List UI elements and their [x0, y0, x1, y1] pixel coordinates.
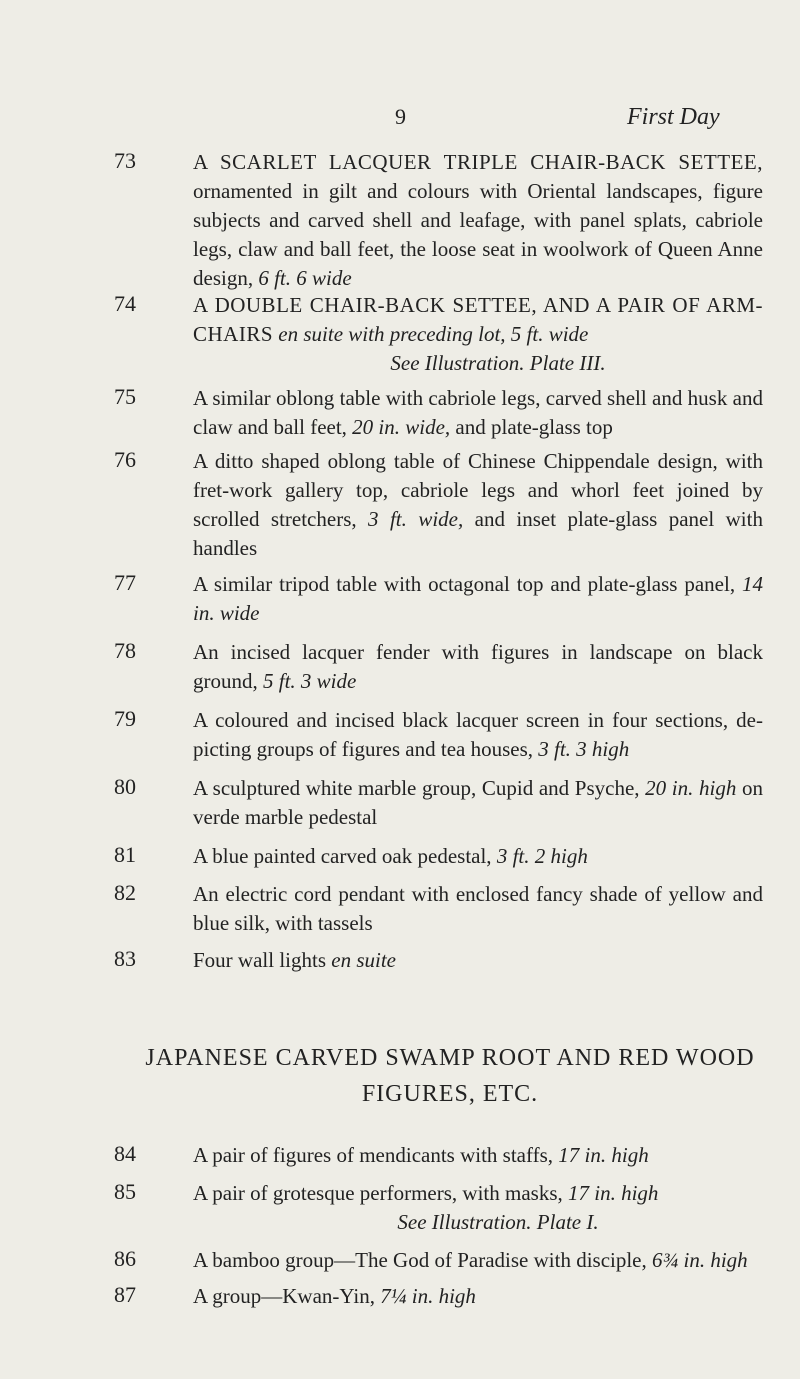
lot-text: An electric cord pendant with enclosed fancy shade of yellow and blue silk, with tassels	[193, 882, 763, 935]
lot-number: 82	[114, 880, 136, 905]
lot-size: 14 in. wide	[193, 572, 763, 625]
lot-text: A similar tripod table with octagonal top and plate-glass panel,	[193, 572, 742, 596]
section-heading: JAPANESE CARVED SWAMP ROOT AND RED WOOD FIGURES, ETC.	[145, 1045, 755, 1107]
lot-number: 77	[114, 570, 136, 595]
lot-number: 74	[114, 291, 136, 316]
lot-size: 5 ft. 3 wide	[263, 669, 357, 693]
illustration-note: See Illustration. Plate I.	[397, 1210, 599, 1234]
lot-description	[193, 148, 763, 293]
lot-description	[193, 447, 763, 563]
lot-lead: A SCARLET LACQUER TRIPLE CHAIR-BACK SETTEE,	[193, 150, 763, 174]
lot-text: A sculptured white marble group, Cupid and Psyche,	[193, 776, 646, 800]
lot-number: 75	[114, 384, 136, 409]
lot-number: 73	[114, 148, 136, 173]
lot-number: 87	[114, 1282, 136, 1307]
lot-description	[193, 638, 763, 696]
lot-size: 17 in. high	[558, 1143, 649, 1167]
day-label: First Day	[627, 104, 720, 130]
lot-text: A blue painted carved oak pedestal,	[193, 844, 497, 868]
lot-text: A similar oblong table with cabriole legs, carved shell and husk and claw and ball feet,	[193, 386, 763, 439]
lot-text: An incised lacquer fender with figures in landscape on black ground,	[193, 640, 763, 693]
lot-number: 85	[114, 1179, 136, 1204]
lot-text: Four wall lights	[193, 948, 332, 972]
lot-description	[193, 1282, 763, 1311]
lot-lead: A DOUBLE CHAIR-BACK SETTEE, AND A PAIR OF ARM-CHAIRS	[193, 293, 763, 346]
lot-tail: and plate-glass top	[450, 415, 613, 439]
lot-description	[193, 1246, 763, 1275]
lot-description	[193, 880, 763, 938]
lot-number: 79	[114, 706, 136, 731]
lot-description	[193, 774, 763, 832]
lot-description	[193, 842, 763, 871]
lot-size: 20 in. high	[645, 776, 737, 800]
lot-description	[193, 1141, 763, 1170]
lot-description	[193, 946, 763, 975]
lot-tail: on verde marble pedestal	[193, 776, 764, 829]
lot-text: A pair of figures of mendicants with staffs,	[193, 1143, 559, 1167]
lot-description	[193, 291, 763, 378]
lot-number: 86	[114, 1246, 136, 1271]
lot-size: 17 in. high	[568, 1181, 659, 1205]
lot-size: 3 ft. wide,	[368, 507, 464, 531]
lot-number: 78	[114, 638, 136, 663]
illustration-note: See Illustration. Plate III.	[390, 351, 606, 375]
lot-description	[193, 384, 763, 442]
lot-size: en suite	[331, 948, 396, 972]
lot-description	[193, 1179, 763, 1237]
lot-size: 3 ft. 2 high	[496, 844, 588, 868]
lot-number: 84	[114, 1141, 136, 1166]
lot-size: en suite with preceding lot, 5 ft. wide	[278, 322, 589, 346]
lot-number: 80	[114, 774, 136, 799]
lot-number: 81	[114, 842, 136, 867]
lot-tail: and inset plate-glass panel with handles	[193, 507, 763, 560]
lot-text: A coloured and incised black lacquer screen in four sections, de-picting groups of figures and tea houses,	[193, 708, 763, 761]
lot-description	[193, 570, 763, 628]
lot-text: A bamboo group—The God of Paradise with disciple,	[193, 1248, 653, 1272]
page-number: 9	[395, 104, 406, 129]
lot-text: A ditto shaped oblong table of Chinese Chippendale design, with fret-work gallery top, cabriole legs and whorl feet joined by scrolled stretchers,	[193, 449, 763, 531]
running-head	[0, 104, 800, 140]
lot-size: 3 ft. 3 high	[538, 737, 630, 761]
lot-size: 20 in. wide,	[352, 415, 451, 439]
lot-text: ornamented in gilt and colours with Oriental landscapes, figure subjects and carved shell and leafage, with panel splats, cabriole legs, claw and ball feet, the loose seat in woolwork of Queen Anne design,	[193, 179, 763, 290]
lot-text: A group—Kwan-Yin,	[193, 1284, 381, 1308]
lot-size: 6 ft. 6 wide	[258, 266, 352, 290]
lot-number: 83	[114, 946, 136, 971]
lot-description	[193, 706, 763, 764]
lot-size: 6¾ in. high	[652, 1248, 748, 1272]
lot-text: A pair of grotesque performers, with masks,	[193, 1181, 568, 1205]
lot-size: 7¼ in. high	[380, 1284, 476, 1308]
lot-number: 76	[114, 447, 136, 472]
